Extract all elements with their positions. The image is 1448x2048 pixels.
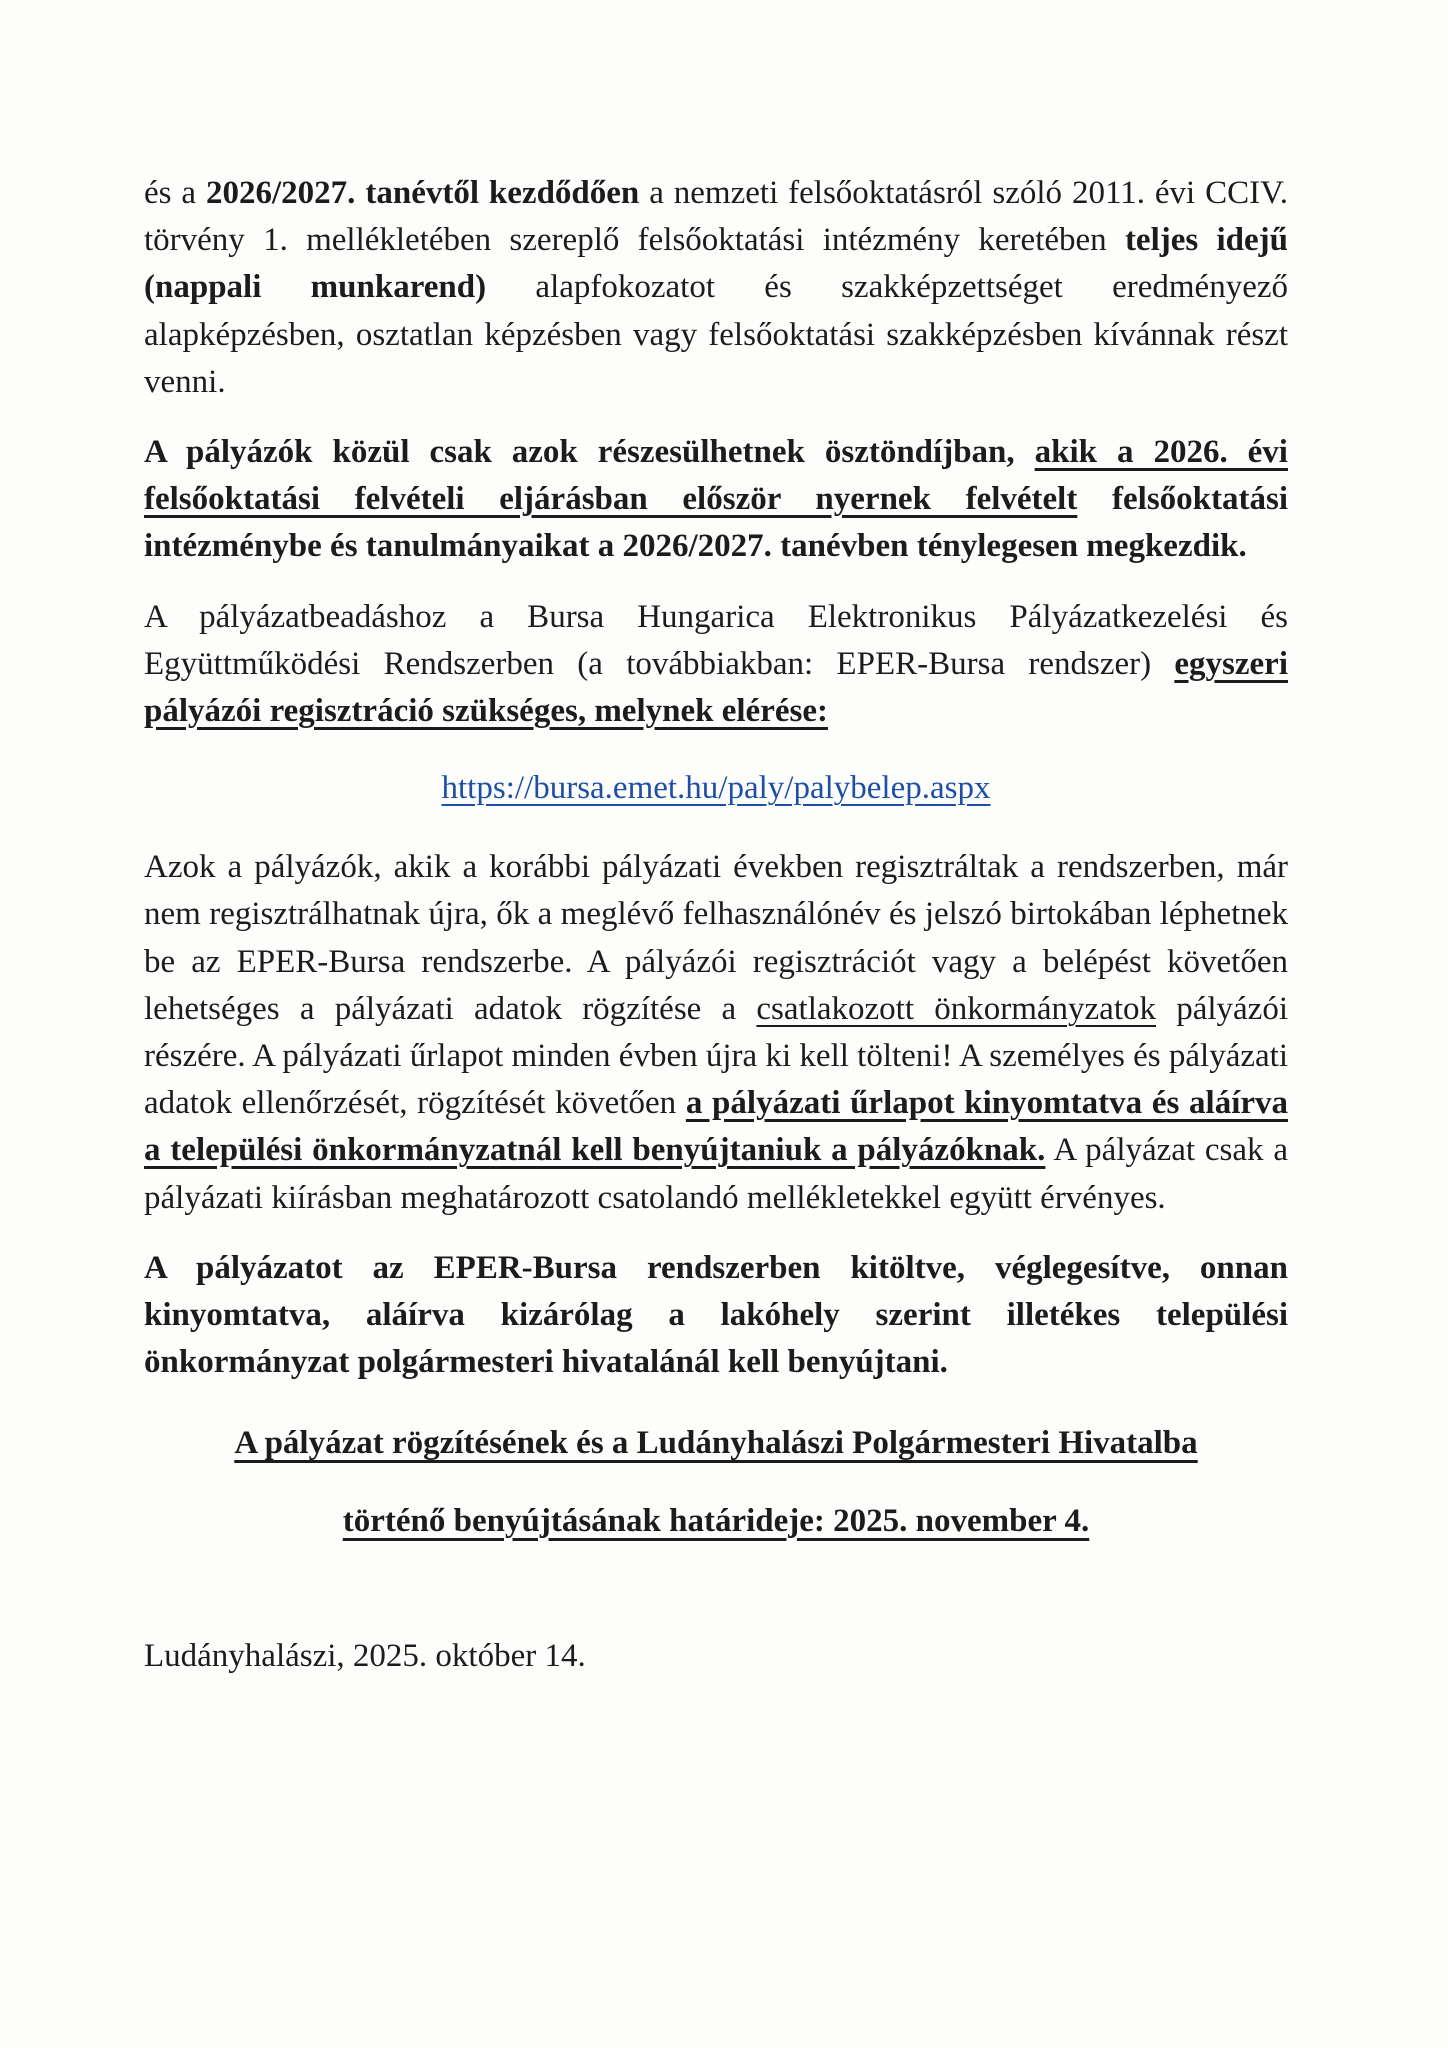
text-run-bold: felsőoktatási intézménybe és tanulmányaikat a 2026/2027. tanévben ténylegesen megkezdik. <box>144 481 1288 565</box>
paragraph-application-process <box>144 844 1288 1222</box>
paragraph-eligibility <box>144 429 1288 571</box>
text-run: A pályázatbeadáshoz a Bursa Hungarica Elektronikus Pályázatkezelési és Együttműködési Rendszerben (a továbbiakban: EPER-Bursa rendszer) <box>144 598 1288 682</box>
text-run: és a <box>144 175 206 211</box>
text-run-bold: teljes idejű (nappali munkarend) <box>144 222 1288 306</box>
text-run: A pályázat csak a pályázati kiírásban meghatározott csatolandó mellékletekkel együtt érvényes. <box>144 1132 1288 1216</box>
text-run-bold: A pályázók közül csak azok részesülhetnek ösztöndíjban, <box>144 433 1035 470</box>
registration-link-row <box>144 765 1288 812</box>
text-run-bold-underline: akik a 2026. évi felsőoktatási felvételi eljárásban először nyernek felvételt <box>144 433 1288 518</box>
text-run: pályázói részére. A pályázati űrlapot minden évben újra ki kell tölteni! A személyes és pályázati adatok ellenőrzését, rögzítését követően <box>144 990 1288 1122</box>
paragraph-study-types <box>144 170 1288 406</box>
deadline-line-1-row <box>144 1420 1288 1467</box>
text-run: a nemzeti felsőoktatásról szóló 2011. évi CCIV. törvény 1. mellékletében szereplő felsőoktatási intézmény keretében <box>144 175 1288 259</box>
deadline-line-2-row <box>144 1498 1288 1545</box>
registration-link[interactable]: https://bursa.emet.hu/paly/palybelep.aspx <box>441 770 991 807</box>
text-run: alapfokozatot és szakképzettséget eredményező alapképzésben, osztatlan képzésben vagy felsőoktatási szakképzésben kívánnak részt venni. <box>144 269 1288 400</box>
text-run-underline: csatlakozott önkormányzatok <box>756 990 1156 1027</box>
text-run-bold: A pályázatot az EPER-Bursa rendszerben kitöltve, véglegesítve, onnan kinyomtatva, aláírva kizárólag a lakóhely szerint illetékes települési önkormányzat polgármesteri hivatalánál kell benyújtani. <box>144 1249 1288 1381</box>
text-run-bold-underline: egyszeri pályázói regisztráció szükséges, melynek elérése: <box>144 645 1288 729</box>
deadline-line-2: történő benyújtásának határideje: 2025. november 4. <box>342 1502 1090 1539</box>
deadline-heading <box>144 1420 1288 1544</box>
date-line: Ludányhalászi, 2025. október 14. <box>144 1637 586 1674</box>
paragraph-registration <box>144 594 1288 736</box>
paragraph-submission <box>144 1245 1288 1387</box>
text-run-bold-underline: a pályázati űrlapot kinyomtatva és aláírva a települési önkormányzatnál kell benyújtaniuk a pályázóknak. <box>144 1085 1289 1169</box>
text-run: Azok a pályázók, akik a korábbi pályázati években regisztráltak a rendszerben, már nem regisztrálhatnak újra, ők a meglévő felhasználónév és jelszó birtokában léphetnek be az EPER-Bursa rendszerbe. A pályázói regisztrációt vagy a belépést követően lehetséges a pályázati adatok rögzítése a <box>144 849 1288 1027</box>
text-run-bold: 2026/2027. tanévtől kezdődően <box>206 175 640 211</box>
deadline-line-1: A pályázat rögzítésének és a Ludányhalászi Polgármesteri Hivatalba <box>234 1425 1198 1462</box>
